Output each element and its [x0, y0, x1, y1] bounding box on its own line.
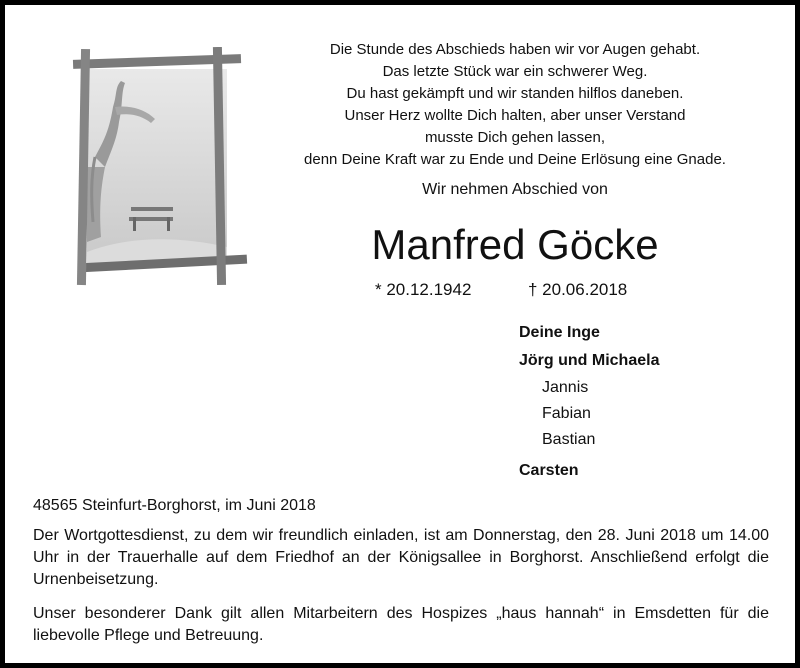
- tree-bench-frame-illustration: [65, 47, 250, 287]
- death-date: † 20.06.2018: [528, 280, 628, 299]
- poem-line: Die Stunde des Abschieds haben wir vor Augen gehabt.: [329, 41, 701, 58]
- place-and-date: 48565 Steinfurt-Borghorst, im Juni 2018: [33, 497, 316, 514]
- mourner-family: Jörg und Michaela: [519, 352, 660, 369]
- birth-date: * 20.12.1942: [375, 280, 472, 299]
- poem-line: Du hast gekämpft und wir standen hilflos daneben.: [346, 85, 684, 102]
- mourner-inge: Deine Inge: [519, 324, 600, 341]
- poem-line: Das letzte Stück war ein schwerer Weg.: [382, 63, 648, 80]
- thanks-paragraph: Unser besonderer Dank gilt allen Mitarbeitern des Hospizes „haus hannah“ in Emsdetten für die liebevolle Pflege und Betreuung.: [33, 605, 769, 644]
- mourner-child: Fabian: [542, 405, 591, 422]
- mourner-child: Bastian: [542, 431, 596, 448]
- poem-verse: [255, 39, 775, 171]
- poem-line: musste Dich gehen lassen,: [424, 129, 606, 146]
- poem-line: Unser Herz wollte Dich halten, aber unser Verstand: [344, 107, 686, 124]
- service-paragraph: Der Wortgottesdienst, zu dem wir freundlich einladen, ist am Donnerstag, den 28. Juni 2018 um 14.00 Uhr in der Trauerhalle auf dem Friedhof an der Königsallee in Borghorst. Anschließend erfolgt die Urnenbeisetzung.: [33, 527, 769, 588]
- deceased-name: Manfred Göcke: [371, 221, 659, 268]
- mourners-list: [519, 319, 659, 485]
- poem-line: denn Deine Kraft war zu Ende und Deine Erlösung eine Gnade.: [304, 151, 726, 168]
- farewell-intro: Wir nehmen Abschied von: [422, 181, 608, 198]
- mourner-child: Jannis: [542, 379, 589, 396]
- mourner-carsten: Carsten: [519, 462, 579, 479]
